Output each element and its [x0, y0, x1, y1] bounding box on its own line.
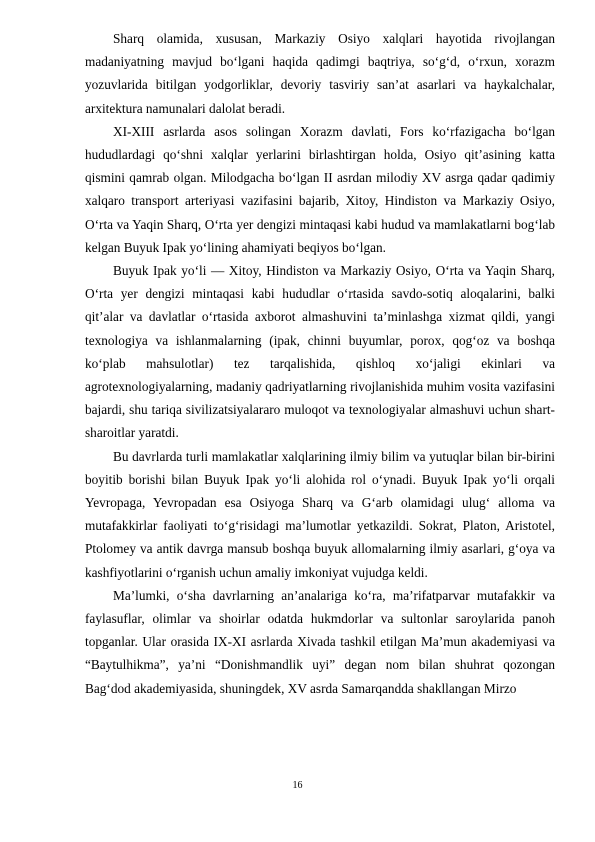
body-text — [85, 27, 555, 700]
paragraph-3: Buyuk Ipak yoʻli — Xitoy, Hindiston va Markaziy Osiyo, Oʻrta va Yaqin Sharq, Oʻrta yer dengizi mintaqasi kabi hududlar oʻrtasida savdo-sotiq aloqalarini, balki qit’alar va davlatlar oʻrtasida axborot almashuvini ta’minlashga xizmat qildi, yangi texnologiya va ishlanmalarning (ipak, chinni buyumlar, porox, qogʻoz va boshqa koʻplab mahsulotlar) tez tarqalishida, qishloq xoʻjaligi ekinlari va agrotexnologiyalarning, madaniy qadriyatlarning rivojlanishida muhim vosita vazifasini bajardi, shu tariqa sivilizatsiyalararo muloqot va texnologiyalar almashuvi uchun shart-sharoitlar yaratdi. — [85, 263, 555, 441]
paragraph-4: Bu davrlarda turli mamlakatlar xalqlarining ilmiy bilim va yutuqlar bilan bir-birini boyitib borishi bilan Buyuk Ipak yoʻli alohida rol oʻynadi. Buyuk Ipak yoʻli orqali Yevropaga, Yevropadan esa Osiyoga Sharq va Gʻarb olamidagi ulugʻ alloma va mutafakkirlar faoliyati toʻgʻrisidagi ma’lumotlar yetkazildi. Sokrat, Platon, Aristotel, Ptolomey va antik davrga mansub boshqa buyuk allomalarning ilmiy asarlari, gʻoya va kashfiyotlarini oʻrganish uchun amaliy imkoniyat vujudga keldi. — [85, 448, 555, 580]
paragraph-2: XI-XIII asrlarda asos solingan Xorazm davlati, Fors koʻrfazigacha boʻlgan hududlardagi qoʻshni xalqlar yerlarini birlashtirgan holda, Osiyo qit’asining katta qismini qamrab olgan. Milodgacha boʻlgan II asrdan milodiy XV asrga qadar qadimiy xalqaro transport arteriyasi vazifasini bajarib, Xitoy, Hindiston va Markaziy Osiyo, Oʻrta va Yaqin Sharq, Oʻrta yer dengizi mintaqasi kabi hudud va mamlakatlarni bogʻlab kelgan Buyuk Ipak yoʻlining ahamiyati beqiyos boʻlgan. — [85, 123, 555, 255]
paragraph-5: Ma’lumki, oʻsha davrlarning an’analariga koʻra, ma’rifatparvar mutafakkir va faylasuflar, olimlar va shoirlar odatda hukmdorlar va sultonlar saroylarida panoh topganlar. Ular orasida IX-XI asrlarda Xivada tashkil etilgan Ma’mun akademiyasi va “Baytulhikma”, ya’ni “Donishmandlik uyi” degan nom bilan shuhrat qozongan Bagʻdod akademiyasida, shuningdek, XV asrda Samarqandda shakllangan Mirzo — [85, 587, 555, 696]
paragraph-1: Sharq olamida, xususan, Markaziy Osiyo xalqlari hayotida rivojlangan madaniyatning mavjud boʻlgani haqida qadimgi baqtriya, soʻgʻd, oʻrxun, xorazm yozuvlarida bitilgan yodgorliklar, devoriy tasviriy san’at asarlari va haykalchalar, arxitektura namunalari dalolat beradi. — [85, 31, 555, 116]
page-number: 16 — [292, 780, 303, 791]
